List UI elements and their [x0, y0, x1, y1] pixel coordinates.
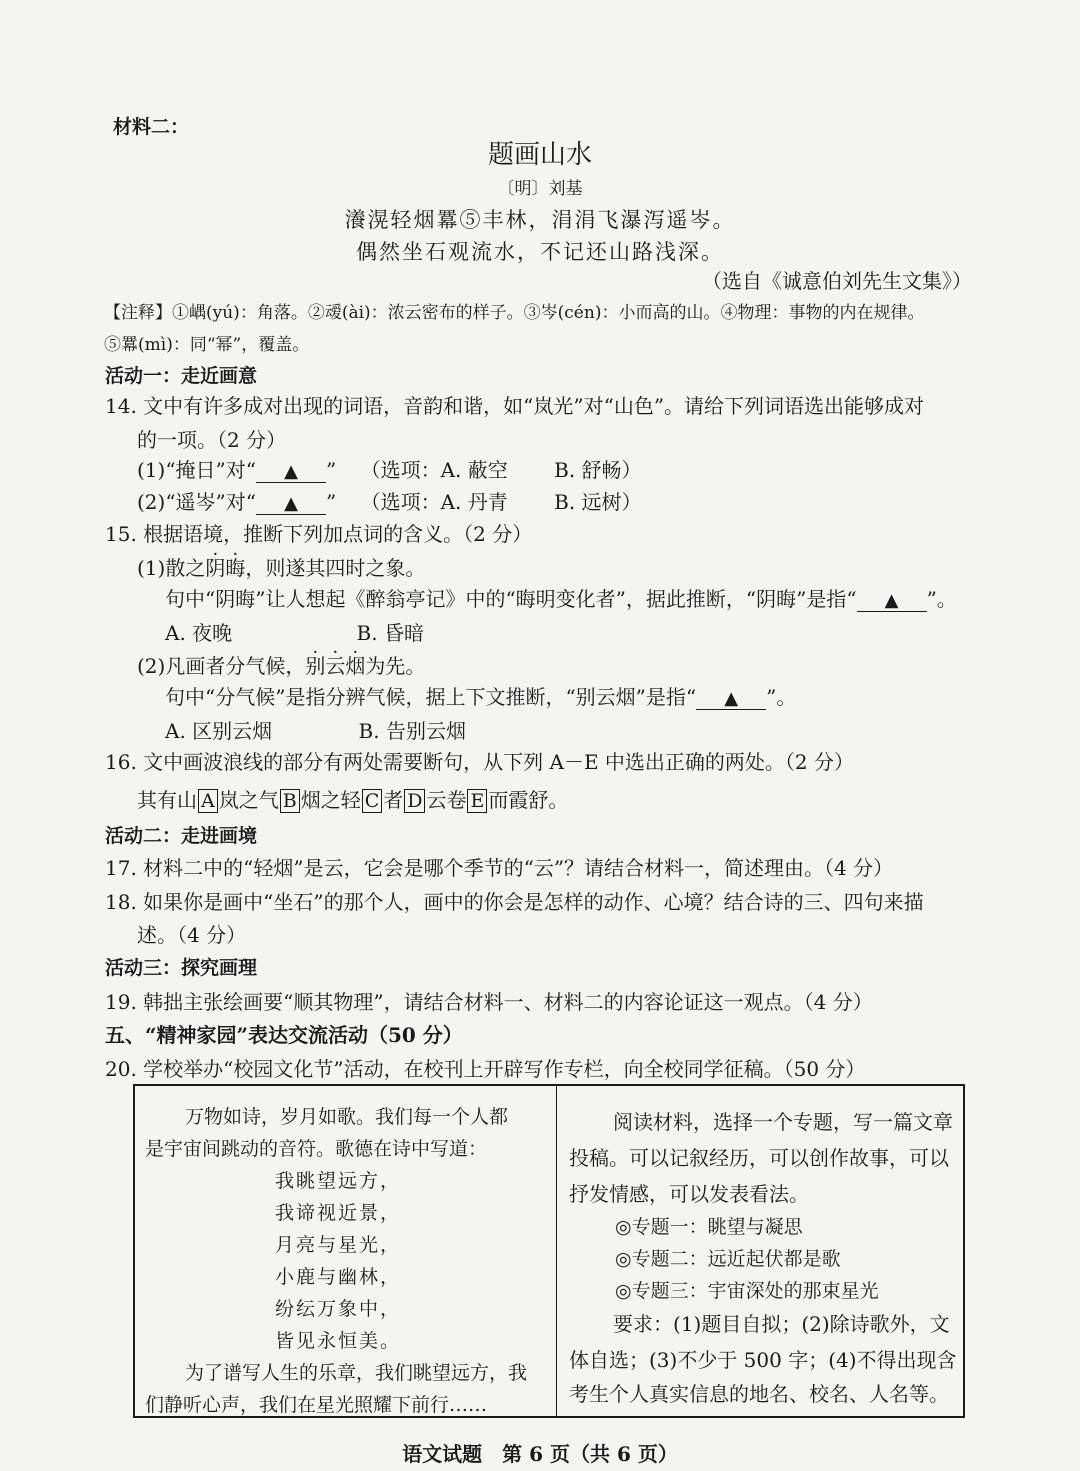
q17: 17. 材料二中的“轻烟”是云，它会是哪个季节的“云”？请结合材料一，简述理由。（4 分） — [105, 856, 894, 880]
q15-sub-2-option-a: A. 区别云烟 — [165, 719, 273, 743]
poem-line-1: 瀁滉轻烟羃⑤丰林，涓涓飞瀑泻遥岑。 — [344, 208, 736, 232]
q15-sub-2-options — [165, 715, 466, 744]
q15-sub-1-text-a: (1)散之 — [137, 556, 206, 580]
goethe-line: 我眺望远方， — [275, 1170, 402, 1192]
break-box-d[interactable]: D — [404, 789, 425, 813]
q14-sub-1-suffix: ” — [326, 458, 337, 482]
goethe-line: 纷纭万象中， — [275, 1298, 402, 1320]
q15-sub-2 — [137, 650, 425, 679]
break-box-b[interactable]: B — [280, 789, 300, 813]
material-paragraph-1-line-2: 是宇宙间跳动的音符。歌德在诗中写道： — [145, 1138, 488, 1160]
q14-line-1: 14. 文中有许多成对出现的词语，音韵和谐，如“岚光”对“山色”。请给下列词语选出能够成对 — [105, 394, 925, 418]
poem-title: 题画山水 — [487, 140, 592, 170]
q14-sub-1-option-a: （选项：A. 蔽空 — [360, 458, 508, 482]
dotted-char: 烟 — [345, 654, 366, 678]
q15-sub-2-explanation — [165, 681, 796, 710]
q16-segment: 而霞舒。 — [488, 788, 569, 812]
poem-author: 〔明〕刘基 — [497, 179, 583, 199]
q14-sub-1 — [137, 454, 642, 483]
topic-option-2: ◎专题二：远近起伏都是歌 — [615, 1248, 841, 1270]
q16-segment: 者 — [383, 788, 404, 812]
q18-line-2: 述。（4 分） — [137, 923, 247, 947]
q14-sub-1-prefix: (1)“掩日”对“ — [137, 458, 257, 482]
dotted-char: 阴 — [205, 556, 226, 580]
instruction-line-3: 抒发情感，可以发表看法。 — [569, 1182, 809, 1206]
q15-sub-1-option-b: B. 昏暗 — [356, 621, 424, 645]
q15-sub-1-option-a: A. 夜晚 — [165, 621, 233, 645]
q14-sub-2 — [137, 486, 642, 515]
answer-blank[interactable]: ▲ — [256, 494, 326, 515]
essay-material-panel — [135, 1086, 557, 1416]
q15-sub-2-expl-suffix: ”。 — [766, 685, 797, 709]
material-label: 材料二： — [113, 116, 190, 138]
q20: 20. 学校举办“校园文化节”活动，在校刊上开辟写作专栏，向全校同学征稿。（50 分） — [105, 1057, 866, 1081]
q15-sub-2-option-b: B. 告别云烟 — [358, 719, 466, 743]
q16-segment: 岚之气 — [218, 788, 279, 812]
requirement-line-3: 考生个人真实信息的地名、校名、人名等。 — [569, 1382, 949, 1406]
page-footer: 语文试题 第 6 页（共 6 页） — [402, 1442, 678, 1466]
goethe-line: 我谛视近景， — [275, 1202, 402, 1224]
q19: 19. 韩拙主张绘画要“顺其物理”，请结合材料一、材料二的内容论证这一观点。（4 分） — [105, 990, 873, 1014]
notes-line-1: 【注释】①嵎(yú)：角落。②叆(ài)：浓云密布的样子。③岑(cén)：小而高的山。④物理：事物的内在规律。 — [104, 303, 925, 323]
poem-source: （选自《诚意伯刘先生文集》） — [702, 269, 972, 293]
requirement-line-1: 要求：(1)题目自拟；(2)除诗歌外，文 — [613, 1312, 950, 1336]
break-box-e[interactable]: E — [467, 789, 487, 813]
poem-line-2: 偶然坐石观流水，不记还山路浅深。 — [356, 240, 724, 264]
q15-sub-1-expl-prefix: 句中“阴晦”让人想起《醉翁亭记》中的“晦明变化者”，据此推断，“阴晦”是指“ — [165, 587, 857, 611]
topic-option-1: ◎专题一：眺望与凝思 — [615, 1216, 803, 1238]
material-paragraph-1-line-1: 万物如诗，岁月如歌。我们每一个人都 — [185, 1106, 509, 1128]
q15-sub-1-expl-suffix: ”。 — [926, 587, 957, 611]
q15-sub-1 — [137, 552, 425, 581]
q15-sub-1-explanation — [165, 583, 957, 612]
q16-segment: 其有山 — [137, 788, 197, 812]
q18-line-1: 18. 如果你是画中“坐石”的那个人，画中的你会是怎样的动作、心境？结合诗的三、四句来描 — [105, 890, 924, 914]
dotted-char: 晦 — [225, 556, 246, 580]
material-paragraph-2-line-1: 为了谱写人生的乐章，我们眺望远方，我 — [185, 1362, 528, 1384]
q16-segment: 烟之轻 — [300, 788, 361, 812]
q14-sub-2-suffix: ” — [326, 490, 337, 514]
material-paragraph-2-line-2: 们静听心声，我们在星光照耀下前行…… — [145, 1394, 488, 1416]
requirement-line-2: 体自选；(3)不少于 500 字；(4)不得出现含 — [569, 1348, 957, 1372]
goethe-line: 小鹿与幽林， — [275, 1266, 402, 1288]
dotted-char: 云 — [325, 654, 346, 678]
q14-sub-2-option-b: B. 远树） — [554, 490, 642, 514]
q15-sub-2-text-b: 为先。 — [365, 654, 426, 678]
essay-prompt-box — [133, 1084, 965, 1418]
activity-2-heading: 活动二：走进画境 — [105, 825, 258, 847]
break-box-a[interactable]: A — [198, 789, 218, 813]
q15-sub-1-options — [165, 617, 424, 646]
q14-sub-1-option-b: B. 舒畅） — [554, 458, 642, 482]
dotted-char: 别 — [305, 654, 326, 678]
q14-line-2: 的一项。（2 分） — [137, 428, 287, 452]
notes-line-2: ⑤羃(mì)：同“幂”，覆盖。 — [104, 335, 310, 355]
goethe-line: 皆见永恒美。 — [275, 1330, 402, 1352]
answer-blank[interactable]: ▲ — [696, 689, 766, 710]
q16-sentence — [137, 784, 568, 813]
q14-sub-2-option-a: （选项：A. 丹青 — [360, 490, 508, 514]
q15-sub-2-text-a: (2)凡画者分气候， — [137, 654, 306, 678]
q15-line-1: 15. 根据语境，推断下列加点词的含义。（2 分） — [105, 522, 533, 546]
q15-sub-2-expl-prefix: 句中“分气候”是指分辨气候，据上下文推断，“别云烟”是指“ — [165, 685, 697, 709]
break-box-c[interactable]: C — [362, 789, 383, 813]
instruction-line-1: 阅读材料，选择一个专题，写一篇文章 — [613, 1110, 953, 1134]
activity-3-heading: 活动三：探究画理 — [105, 957, 258, 979]
activity-1-heading: 活动一：走近画意 — [105, 365, 258, 387]
section-5-heading: 五、“精神家园”表达交流活动（50 分） — [105, 1023, 463, 1047]
instruction-line-2: 投稿。可以记叙经历，可以创作故事，可以 — [569, 1146, 949, 1170]
goethe-line: 月亮与星光， — [275, 1234, 402, 1256]
q16-line-1: 16. 文中画波浪线的部分有两处需要断句，从下列 A－E 中选出正确的两处。（2 分） — [105, 750, 855, 774]
answer-blank[interactable]: ▲ — [857, 591, 927, 612]
topic-option-3: ◎专题三：宇宙深处的那束星光 — [615, 1280, 879, 1302]
q14-sub-2-prefix: (2)“遥岑”对“ — [137, 490, 257, 514]
q16-segment: 云卷 — [426, 788, 467, 812]
essay-instruction-panel — [557, 1086, 963, 1416]
answer-blank[interactable]: ▲ — [256, 462, 326, 483]
q15-sub-1-text-b: ，则遂其四时之象。 — [245, 556, 426, 580]
